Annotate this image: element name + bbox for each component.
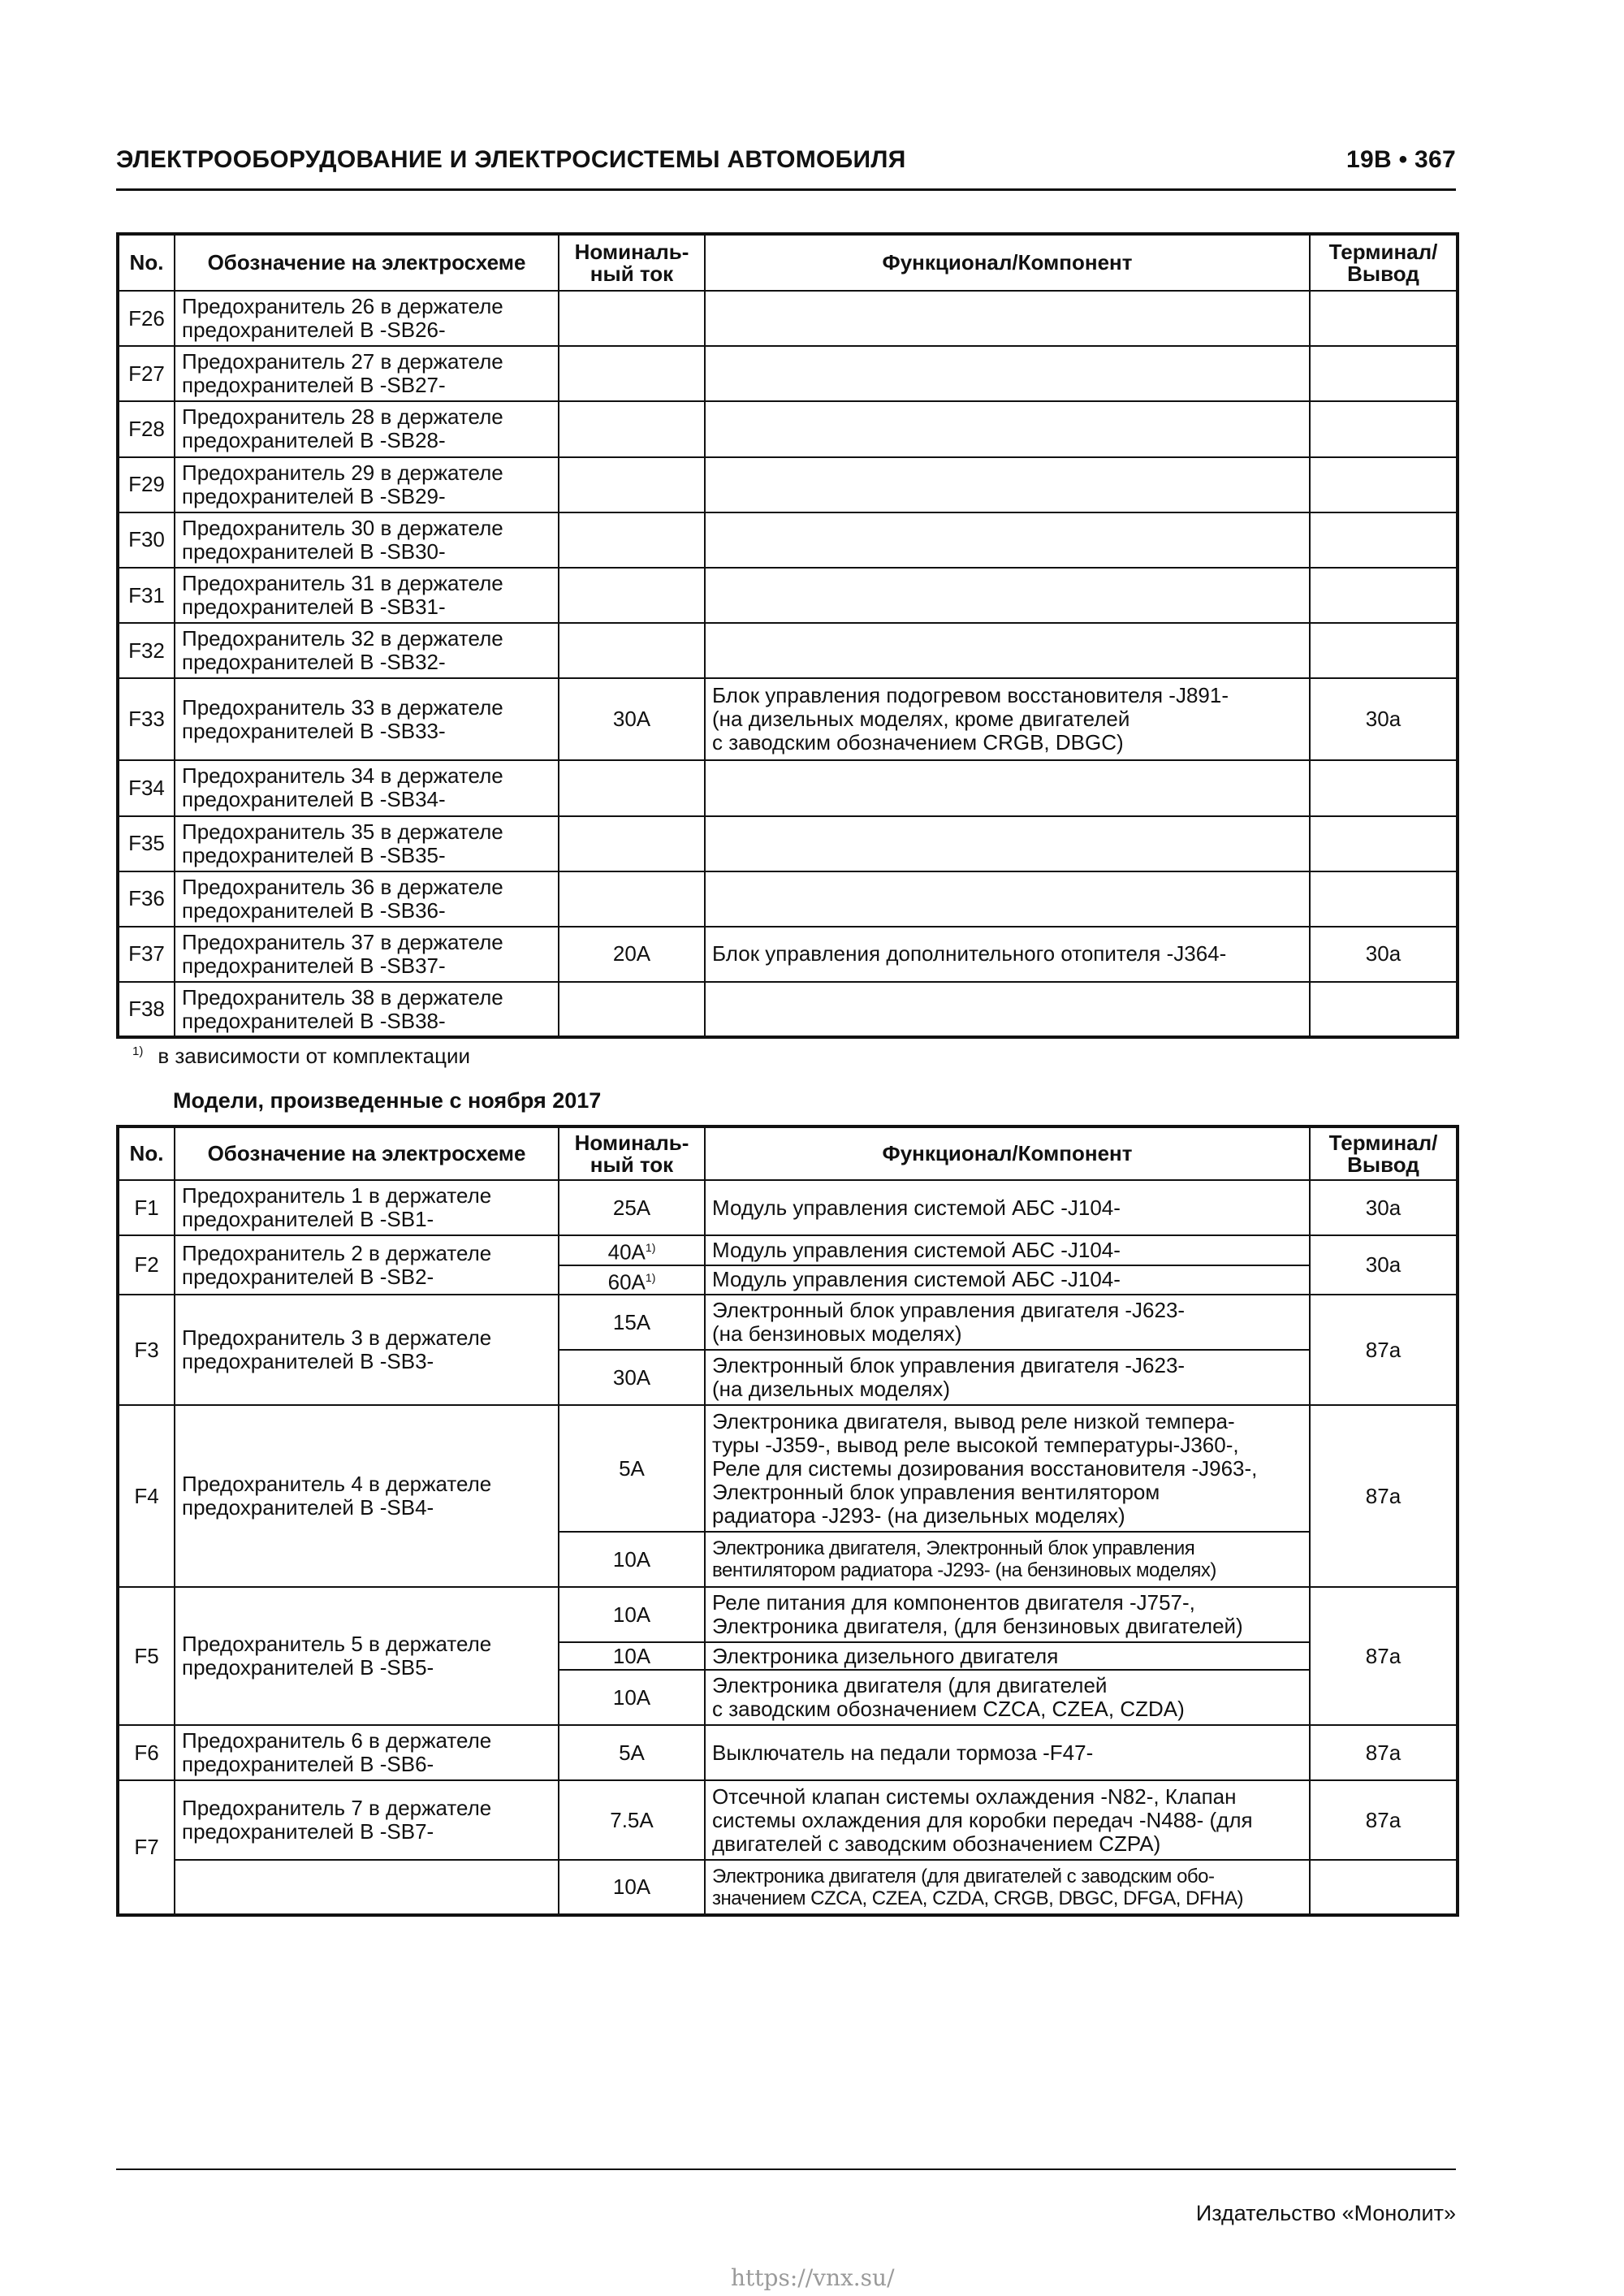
fuse-current: 5A: [559, 1405, 705, 1532]
fuse-terminal: [1310, 760, 1458, 815]
fuse-terminal: [1310, 457, 1458, 512]
fuse-number: F27: [118, 346, 175, 401]
footnote-ref: 1): [645, 1241, 656, 1254]
col-terminal-header: Терминал/ Вывод: [1310, 234, 1458, 291]
footnote-text: в зависимости от комплектации: [158, 1044, 471, 1068]
fuse-function: Выключатель на педали тормоза -F47-: [705, 1725, 1310, 1780]
fuse-designation: Предохранитель 27 в держателе предохранителей В -SB27-: [175, 346, 559, 401]
fuse-terminal: [1310, 291, 1458, 346]
fuse-number: F32: [118, 623, 175, 678]
fuse-designation: Предохранитель 37 в держателе предохранителей В -SB37-: [175, 927, 559, 982]
fuse-current: [559, 816, 705, 871]
col-terminal-header: Терминал/ Вывод: [1310, 1126, 1458, 1180]
fuse-table-2: [116, 1125, 1459, 1917]
fuse-table-2-body: [118, 1180, 1458, 1915]
fuse-current: 5A: [559, 1725, 705, 1780]
footnote-mark: 1): [132, 1044, 144, 1059]
col-label-header: Обозначение на электросхеме: [175, 1126, 559, 1180]
page-number: 19B • 367: [1346, 146, 1456, 173]
fuse-number: F29: [118, 457, 175, 512]
fuse-terminal: 30a: [1310, 1180, 1458, 1235]
fuse-current: 10A: [559, 1860, 705, 1915]
table-row: [118, 816, 1458, 871]
fuse-terminal: 87a: [1310, 1725, 1458, 1780]
fuse-function: Блок управления дополнительного отопителя -J364-: [705, 927, 1310, 982]
fuse-terminal: 87a: [1310, 1780, 1458, 1860]
fuse-function: [705, 871, 1310, 927]
fuse-number: F31: [118, 568, 175, 623]
fuse-designation: Предохранитель 7 в держателе предохранителей В -SB7-: [175, 1780, 559, 1860]
fuse-function: Электронный блок управления двигателя -J623- (на бензиновых моделях): [705, 1295, 1310, 1350]
fuse-current: 7.5A: [559, 1780, 705, 1860]
fuse-terminal: [1310, 623, 1458, 678]
fuse-designation: Предохранитель 35 в держателе предохранителей В -SB35-: [175, 816, 559, 871]
publisher: Издательство «Монолит»: [1195, 2201, 1456, 2225]
table-row: [118, 346, 1458, 401]
fuse-designation: Предохранитель 6 в держателе предохранителей В -SB6-: [175, 1725, 559, 1780]
col-current-header: Номиналь- ный ток: [559, 1126, 705, 1180]
fuse-designation: Предохранитель 30 в держателе предохранителей В -SB30-: [175, 512, 559, 568]
fuse-current: 15A: [559, 1295, 705, 1350]
fuse-current: [559, 346, 705, 401]
fuse-terminal: 87a: [1310, 1405, 1458, 1587]
fuse-number: F36: [118, 871, 175, 927]
fuse-function: [705, 512, 1310, 568]
fuse-terminal: [1310, 871, 1458, 927]
fuse-designation: Предохранитель 28 в держателе предохранителей В -SB28-: [175, 401, 559, 456]
fuse-function: [705, 457, 1310, 512]
fuse-function: [705, 982, 1310, 1037]
fuse-function: Отсечной клапан системы охлаждения -N82-, Клапан системы охлаждения для коробки передач -N488- (для двигателей с заводским обозначением CZPA): [705, 1780, 1310, 1860]
fuse-current-value: 60A: [607, 1269, 646, 1295]
fuse-function: Блок управления подогревом восстановителя -J891- (на дизельных моделях, кроме двигателей с заводским обозначением CRGB, DBGC): [705, 678, 1310, 760]
fuse-terminal: 87a: [1310, 1295, 1458, 1405]
fuse-designation: Предохранитель 26 в держателе предохранителей В -SB26-: [175, 291, 559, 346]
fuse-number: F35: [118, 816, 175, 871]
fuse-designation: Предохранитель 4 в держателе предохранителей В -SB4-: [175, 1405, 559, 1587]
fuse-function: [705, 760, 1310, 815]
fuse-current: 10A: [559, 1532, 705, 1587]
fuse-number: F33: [118, 678, 175, 760]
fuse-function: [705, 816, 1310, 871]
fuse-current: 10A: [559, 1587, 705, 1642]
table-row: [118, 457, 1458, 512]
col-current-header: Номиналь- ный ток: [559, 234, 705, 291]
watermark-url[interactable]: https://vnx.su/: [731, 2264, 895, 2291]
fuse-terminal: [1310, 401, 1458, 456]
header-rule: [116, 188, 1456, 191]
col-function-header: Функционал/Компонент: [705, 1126, 1310, 1180]
table-row: [118, 1405, 1458, 1532]
header-title: ЭЛЕКТРООБОРУДОВАНИЕ И ЭЛЕКТРОСИСТЕМЫ АВТОМОБИЛЯ: [116, 146, 906, 173]
fuse-number: F34: [118, 760, 175, 815]
fuse-current: [559, 512, 705, 568]
fuse-function: Электроника двигателя, Электронный блок управления вентилятором радиатора -J293- (на бензиновых моделях): [705, 1532, 1310, 1587]
fuse-designation: Предохранитель 31 в держателе предохранителей В -SB31-: [175, 568, 559, 623]
fuse-function: [705, 346, 1310, 401]
fuse-terminal: 30a: [1310, 678, 1458, 760]
fuse-current: [559, 1235, 705, 1265]
fuse-function: Электронный блок управления двигателя -J623- (на дизельных моделях): [705, 1350, 1310, 1405]
fuse-function: Электроника двигателя (для двигателей с заводским обозначением CZCA, CZEA, CZDA): [705, 1670, 1310, 1725]
fuse-function: Реле питания для компонентов двигателя -J757-, Электроника двигателя, (для бензиновых двигателей): [705, 1587, 1310, 1642]
table-row: [118, 760, 1458, 815]
fuse-designation: Предохранитель 32 в держателе предохранителей В -SB32-: [175, 623, 559, 678]
fuse-number: F37: [118, 927, 175, 982]
table-row: [118, 512, 1458, 568]
fuse-terminal: 87a: [1310, 1587, 1458, 1725]
fuse-current: 30A: [559, 1350, 705, 1405]
fuse-current: [559, 1265, 705, 1295]
fuse-number: F28: [118, 401, 175, 456]
fuse-function: Модуль управления системой АБС -J104-: [705, 1235, 1310, 1265]
fuse-current: 20A: [559, 927, 705, 982]
fuse-number: F6: [118, 1725, 175, 1780]
fuse-current: [559, 568, 705, 623]
table-row: [118, 1725, 1458, 1780]
fuse-function: [705, 401, 1310, 456]
fuse-designation: Предохранитель 38 в держателе предохранителей В -SB38-: [175, 982, 559, 1037]
fuse-terminal: [1310, 982, 1458, 1037]
fuse-function: [705, 623, 1310, 678]
col-no-header: No.: [118, 234, 175, 291]
fuse-function: Модуль управления системой АБС -J104-: [705, 1265, 1310, 1295]
fuse-designation: Предохранитель 5 в держателе предохранителей В -SB5-: [175, 1587, 559, 1725]
fuse-number: F30: [118, 512, 175, 568]
table-row: [118, 927, 1458, 982]
table-row: [118, 568, 1458, 623]
footnote: [132, 1044, 470, 1069]
fuse-current: 30A: [559, 678, 705, 760]
fuse-designation-empty: [175, 1860, 559, 1915]
table-header-row: [118, 234, 1458, 291]
fuse-function: [705, 291, 1310, 346]
table-row: [118, 1587, 1458, 1642]
footer-rule: [116, 2168, 1456, 2170]
col-function-header: Функционал/Компонент: [705, 234, 1310, 291]
fuse-designation: Предохранитель 29 в держателе предохранителей В -SB29-: [175, 457, 559, 512]
fuse-terminal-empty: [1310, 1860, 1458, 1915]
fuse-terminal: [1310, 816, 1458, 871]
fuse-number: F26: [118, 291, 175, 346]
table-row: [118, 1180, 1458, 1235]
fuse-function: Модуль управления системой АБС -J104-: [705, 1180, 1310, 1235]
fuse-terminal: [1310, 512, 1458, 568]
fuse-current: 25A: [559, 1180, 705, 1235]
fuse-number: F7: [118, 1780, 175, 1915]
fuse-designation: Предохранитель 34 в держателе предохранителей В -SB34-: [175, 760, 559, 815]
fuse-current: [559, 623, 705, 678]
fuse-table-1-body: [118, 291, 1458, 1037]
table-row: [118, 623, 1458, 678]
table-subrow: [118, 1860, 1458, 1915]
table-row: [118, 871, 1458, 927]
fuse-current: [559, 457, 705, 512]
table-row: [118, 1235, 1458, 1265]
table-row: [118, 1780, 1458, 1860]
fuse-designation: Предохранитель 2 в держателе предохранителей В -SB2-: [175, 1235, 559, 1295]
fuse-current: [559, 871, 705, 927]
fuse-designation: Предохранитель 1 в держателе предохранителей В -SB1-: [175, 1180, 559, 1235]
table-row: [118, 291, 1458, 346]
fuse-current: 10A: [559, 1642, 705, 1670]
fuse-function: Электроника двигателя, вывод реле низкой темпера- туры -J359-, вывод реле высокой температуры-J360-, Реле для системы дозирования восстановителя -J963-, Электронный блок управления вентилятором радиатора -J293- (на дизельных моделях): [705, 1405, 1310, 1532]
fuse-function: Электроника двигателя (для двигателей с заводским обо- значением CZCA, CZEA, CZDA, CRGB, DBGC, DFGA, DFHA): [705, 1860, 1310, 1915]
fuse-designation: Предохранитель 3 в держателе предохранителей В -SB3-: [175, 1295, 559, 1405]
col-label-header: Обозначение на электросхеме: [175, 234, 559, 291]
table-row: [118, 1295, 1458, 1350]
fuse-current: [559, 291, 705, 346]
running-header: [116, 146, 1456, 174]
table-row: [118, 401, 1458, 456]
section-title: Модели, произведенные с ноября 2017: [173, 1088, 602, 1113]
table-row: [118, 982, 1458, 1037]
table-header-row: [118, 1126, 1458, 1180]
fuse-terminal: [1310, 568, 1458, 623]
fuse-designation: Предохранитель 36 в держателе предохранителей В -SB36-: [175, 871, 559, 927]
fuse-current: [559, 982, 705, 1037]
fuse-terminal: 30a: [1310, 927, 1458, 982]
fuse-number: F4: [118, 1405, 175, 1587]
fuse-current: 10A: [559, 1670, 705, 1725]
fuse-designation: Предохранитель 33 в держателе предохранителей В -SB33-: [175, 678, 559, 760]
footnote-ref: 1): [645, 1270, 656, 1284]
fuse-current-value: 40A: [607, 1239, 646, 1265]
fuse-table-1: [116, 232, 1459, 1039]
fuse-number: F1: [118, 1180, 175, 1235]
fuse-number: F38: [118, 982, 175, 1037]
fuse-number: F2: [118, 1235, 175, 1295]
fuse-number: F3: [118, 1295, 175, 1405]
col-no-header: No.: [118, 1126, 175, 1180]
fuse-current: [559, 401, 705, 456]
table-row: [118, 678, 1458, 760]
fuse-current: [559, 760, 705, 815]
fuse-function: [705, 568, 1310, 623]
fuse-function: Электроника дизельного двигателя: [705, 1642, 1310, 1670]
fuse-number: F5: [118, 1587, 175, 1725]
fuse-terminal: 30a: [1310, 1235, 1458, 1295]
fuse-terminal: [1310, 346, 1458, 401]
